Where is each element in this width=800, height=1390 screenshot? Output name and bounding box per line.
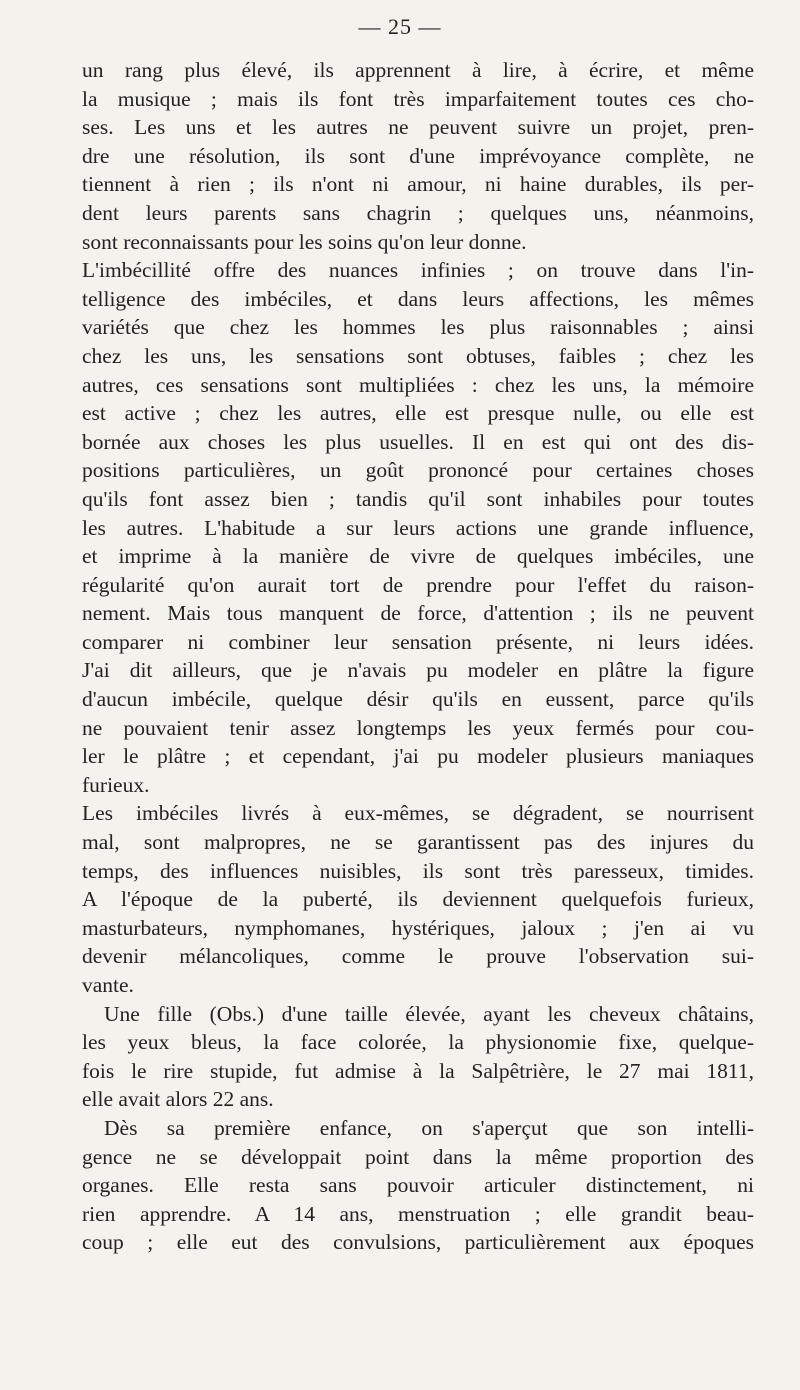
text-line: fois le rire stupide, fut admise à la Salpêtrière, le 27 mai 1811,: [82, 1058, 754, 1083]
text-line: rien apprendre. A 14 ans, menstruation ; elle grandit beau-: [82, 1201, 754, 1226]
text-line: variétés que chez les hommes les plus raisonnables ; ainsi: [82, 315, 754, 340]
text-line: positions particulières, un goût prononcé pour certaines choses: [82, 458, 754, 483]
text-line: dre une résolution, ils sont d'une imprévoyance complète, ne: [82, 143, 754, 168]
text-line: gence ne se développait point dans la même proportion des: [82, 1144, 754, 1169]
text-line: mal, sont malpropres, ne se garantissent pas des injures du: [82, 830, 754, 855]
text-line: temps, des influences nuisibles, ils sont très paresseux, timides.: [82, 858, 754, 883]
text-line: comparer ni combiner leur sensation présente, ni leurs idées.: [82, 629, 754, 654]
paragraph: [82, 256, 754, 799]
text-line: ses. Les uns et les autres ne peuvent suivre un projet, pren-: [82, 115, 754, 140]
paragraph: [82, 1114, 754, 1257]
text-line: chez les uns, les sensations sont obtuses, faibles ; chez les: [82, 343, 754, 368]
text-line: telligence des imbéciles, et dans leurs affections, les mêmes: [82, 286, 754, 311]
body-text: [82, 56, 754, 1257]
text-line: Une fille (Obs.) d'une taille élevée, ayant les cheveux châtains,: [104, 1001, 754, 1026]
text-line: elle avait alors 22 ans.: [82, 1087, 274, 1112]
text-line: un rang plus élevé, ils apprennent à lire, à écrire, et même: [82, 58, 754, 82]
text-line: les yeux bleus, la face colorée, la physionomie fixe, quelque-: [82, 1030, 754, 1055]
text-line: L'imbécillité offre des nuances infinies ; on trouve dans l'in-: [82, 258, 754, 283]
text-line: ne pouvaient tenir assez longtemps les yeux fermés pour cou-: [82, 715, 754, 740]
paragraph: [82, 1000, 754, 1114]
paragraph: [82, 799, 754, 999]
text-line: vante.: [82, 973, 134, 997]
text-line: organes. Elle resta sans pouvoir articuler distinctement, ni: [82, 1173, 754, 1198]
text-line: est active ; chez les autres, elle est presque nulle, ou elle est: [82, 401, 754, 426]
text-line: la musique ; mais ils font très imparfaitement toutes ces cho-: [82, 86, 754, 111]
text-line: et imprime à la manière de vivre de quelques imbéciles, une: [82, 544, 754, 569]
text-line: sont reconnaissants pour les soins qu'on leur donne.: [82, 229, 527, 254]
text-line: dent leurs parents sans chagrin ; quelques uns, néanmoins,: [82, 200, 754, 225]
text-line: Les imbéciles livrés à eux-mêmes, se dégradent, se nourrisent: [82, 801, 754, 826]
text-line: devenir mélancoliques, comme le prouve l'observation sui-: [82, 944, 754, 969]
text-line: J'ai dit ailleurs, que je n'avais pu modeler en plâtre la figure: [82, 658, 754, 683]
text-line: Dès sa première enfance, on s'aperçut que son intelli-: [104, 1115, 754, 1140]
page-number: — 25 —: [358, 14, 442, 39]
paragraph: [82, 56, 754, 256]
text-line: bornée aux choses les plus usuelles. Il en est qui ont des dis-: [82, 429, 754, 454]
text-line: ler le plâtre ; et cependant, j'ai pu modeler plusieurs maniaques: [82, 744, 754, 769]
text-line: tiennent à rien ; ils n'ont ni amour, ni haine durables, ils per-: [82, 172, 754, 197]
text-line: régularité qu'on aurait tort de prendre pour l'effet du raison-: [82, 572, 754, 597]
text-line: coup ; elle eut des convulsions, particulièrement aux époques: [82, 1230, 754, 1255]
text-line: qu'ils font assez bien ; tandis qu'il sont inhabiles pour toutes: [82, 486, 754, 511]
text-line: autres, ces sensations sont multipliées : chez les uns, la mémoire: [82, 372, 754, 397]
text-line: A l'époque de la puberté, ils deviennent quelquefois furieux,: [82, 887, 754, 912]
text-line: d'aucun imbécile, quelque désir qu'ils en eussent, parce qu'ils: [82, 687, 754, 712]
text-line: masturbateurs, nymphomanes, hystériques, jaloux ; j'en ai vu: [82, 915, 754, 940]
text-line: les autres. L'habitude a sur leurs actions une grande influence,: [82, 515, 754, 540]
text-line: nement. Mais tous manquent de force, d'attention ; ils ne peuvent: [82, 601, 754, 626]
text-line: furieux.: [82, 772, 150, 797]
